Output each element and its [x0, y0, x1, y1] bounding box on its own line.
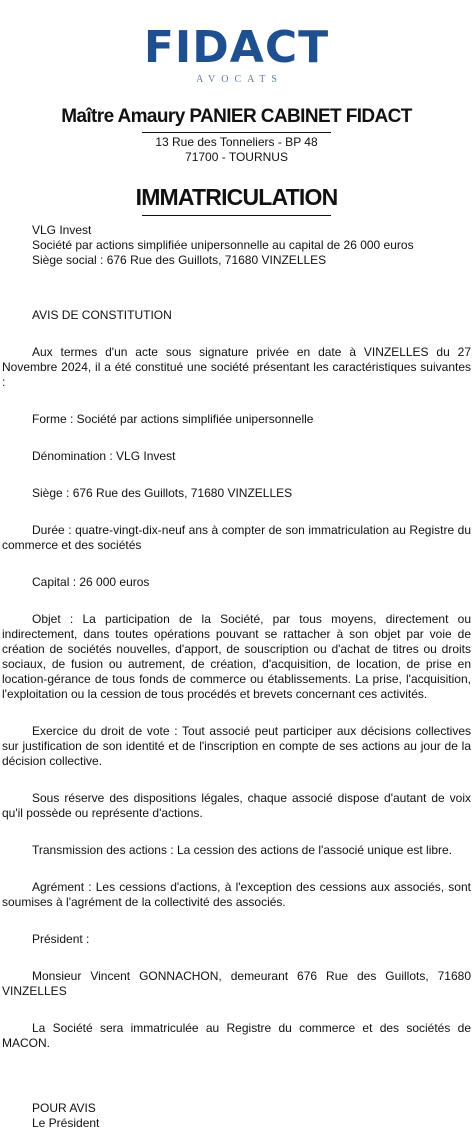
- notice-title: AVIS DE CONSTITUTION: [32, 308, 172, 322]
- company-seat: Siège social : 676 Rue des Guillots, 71680 VINZELLES: [32, 253, 327, 267]
- paragraph-registration: La Société sera immatriculée au Registre du commerce et des sociétés de MACON.: [2, 1021, 471, 1050]
- company-legal-form: Société par actions simplifiée unipersonnelle au capital de 26 000 euros: [32, 238, 414, 252]
- paragraph-object: Objet : La participation de la Société, par tous moyens, directement ou indirectement, dans toutes opérations pouvant se rattacher à son objet par voie de création de sociétés nouvelles, d'apport, de souscription ou d'achat de titres ou droits sociaux, de fusion ou autrement, de création, d'acquisition, de location, de prise en location-gérance de tous fonds de commerce ou établissements. La prise, l'acquisition, l'exploitation ou la cession de tous procédés et brevets concernant ces activités.: [2, 612, 471, 701]
- paragraph-votes: Sous réserve des dispositions légales, chaque associé dispose d'autant de voix qu'il possède ou représente d'actions.: [2, 791, 471, 820]
- fidact-logo: [0, 22, 473, 85]
- cabinet-address-line2: 71700 - TOURNUS: [185, 150, 288, 164]
- name-underline: [142, 132, 331, 133]
- notice-heading: IMMATRICULATION: [135, 184, 338, 210]
- logo-wordmark: FIDACT: [143, 22, 330, 73]
- paragraph-duration: Durée : quatre-vingt-dix-neuf ans à compter de son immatriculation au Registre du commerce et des sociétés: [2, 523, 471, 552]
- cabinet-address-line1: 13 Rue des Tonneliers - BP 48: [155, 135, 318, 149]
- paragraph-capital: Capital : 26 000 euros: [32, 575, 150, 589]
- paragraph-approval: Agrément : Les cessions d'actions, à l'exception des cessions aux associés, sont soumises à l'agrément de la collectivité des associés.: [2, 880, 471, 909]
- paragraph-share-transfer: Transmission des actions : La cession des actions de l'associé unique est libre.: [32, 843, 453, 857]
- closing-line2: Le Président: [32, 1116, 100, 1130]
- paragraph-form: Forme : Société par actions simplifiée unipersonnelle: [32, 412, 314, 426]
- paragraph-president: Monsieur Vincent GONNACHON, demeurant 676 Rue des Guillots, 71680 VINZELLES: [2, 969, 471, 998]
- logo-subtitle: AVOCATS: [196, 74, 283, 85]
- closing-line1: POUR AVIS: [32, 1101, 96, 1115]
- paragraph-seat: Siège : 676 Rue des Guillots, 71680 VINZELLES: [32, 486, 293, 500]
- paragraph-president-label: Président :: [32, 932, 90, 946]
- paragraph-denomination: Dénomination : VLG Invest: [32, 449, 176, 463]
- cabinet-name: Maître Amaury PANIER CABINET FIDACT: [61, 106, 412, 127]
- company-name: VLG Invest: [32, 223, 92, 237]
- paragraph-voting-rights: Exercice du droit de vote : Tout associé peut participer aux décisions collectives sur justification de son identité et de l'inscription en compte de ses actions au jour de la décision collective.: [2, 724, 471, 768]
- heading-underline: [142, 215, 331, 216]
- notice-body: [2, 223, 471, 1131]
- paragraph-intro: Aux termes d'un acte sous signature privée en date à VINZELLES du 27 Novembre 2024, il a été constitué une société présentant les caractéristiques suivantes :: [2, 345, 471, 389]
